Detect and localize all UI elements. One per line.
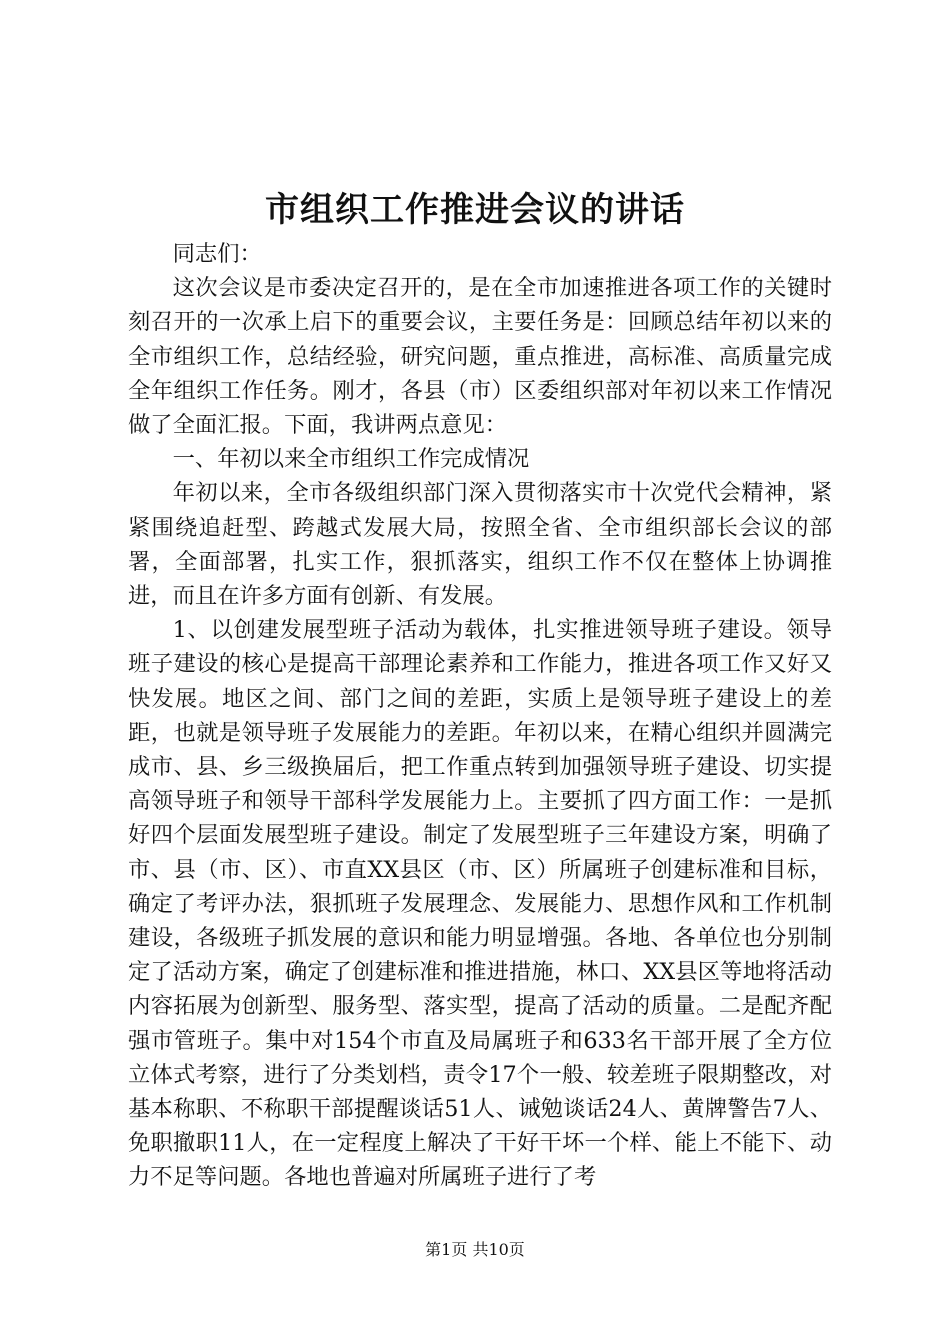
paragraph-item-1: 1、以创建发展型班子活动为载体，扎实推进领导班子建设。领导班子建设的核心是提高干部理论素养和工作能力，推进各项工作又好又快发展。地区之间、部门之间的差距，实质上是领导班子建设上的差距，也就是领导班子发展能力的差距。年初以来，在精心组织并圆满完成市、县、乡三级换届后，把工作重点转到加强领导班子建设、切实提高领导班子和领导干部科学发展能力上。主要抓了四方面工作：一是抓好四个层面发展型班子建设。制定了发展型班子三年建设方案，明确了市、县（市、区）、市直XX县区（市、区）所属班子创建标准和目标，确定了考评办法，狠抓班子发展理念、发展能力、思想作风和工作机制建设，各级班子抓发展的意识和能力明显增强。各地、各单位也分别制定了活动方案，确定了创建标准和推进措施，林口、XX县区等地将活动内容拓展为创新型、服务型、落实型，提高了活动的质量。二是配齐配强市管班子。集中对154个市直及局属班子和633名干部开展了全方位立体式考察，进行了分类划档，责令17个一般、较差班子限期整改，对基本称职、不称职干部提醒谈话51人、诫勉谈话24人、黄牌警告7人、免职撤职11人，在一定程度上解决了干好干坏一个样、能上不能下、动力不足等问题。各地也普遍对所属班子进行了考 <box>128 617 832 1191</box>
page-footer: 第1页 共10页 <box>425 1240 525 1259</box>
salutation: 同志们： <box>172 241 262 267</box>
page-title: 市组织工作推进会议的讲话 <box>265 190 685 230</box>
paragraph-overview: 年初以来，全市各级组织部门深入贯彻落实市十次党代会精神，紧紧围绕追赶型、跨越式发展大局，按照全省、全市组织部长会议的部署，全面部署，扎实工作，狠抓落实，组织工作不仅在整体上协调推进，而且在许多方面有创新、有发展。 <box>128 480 832 610</box>
paragraph-intro: 这次会议是市委决定召开的，是在全市加速推进各项工作的关键时刻召开的一次承上启下的重要会议，主要任务是：回顾总结年初以来的全市组织工作，总结经验，研究问题，重点推进，高标准、高质量完成全年组织工作任务。刚才，各县（市）区委组织部对年初以来工作情况做了全面汇报。下面，我讲两点意见： <box>128 275 832 439</box>
section-heading: 一、年初以来全市组织工作完成情况 <box>172 446 530 473</box>
document-body <box>128 237 832 1195</box>
